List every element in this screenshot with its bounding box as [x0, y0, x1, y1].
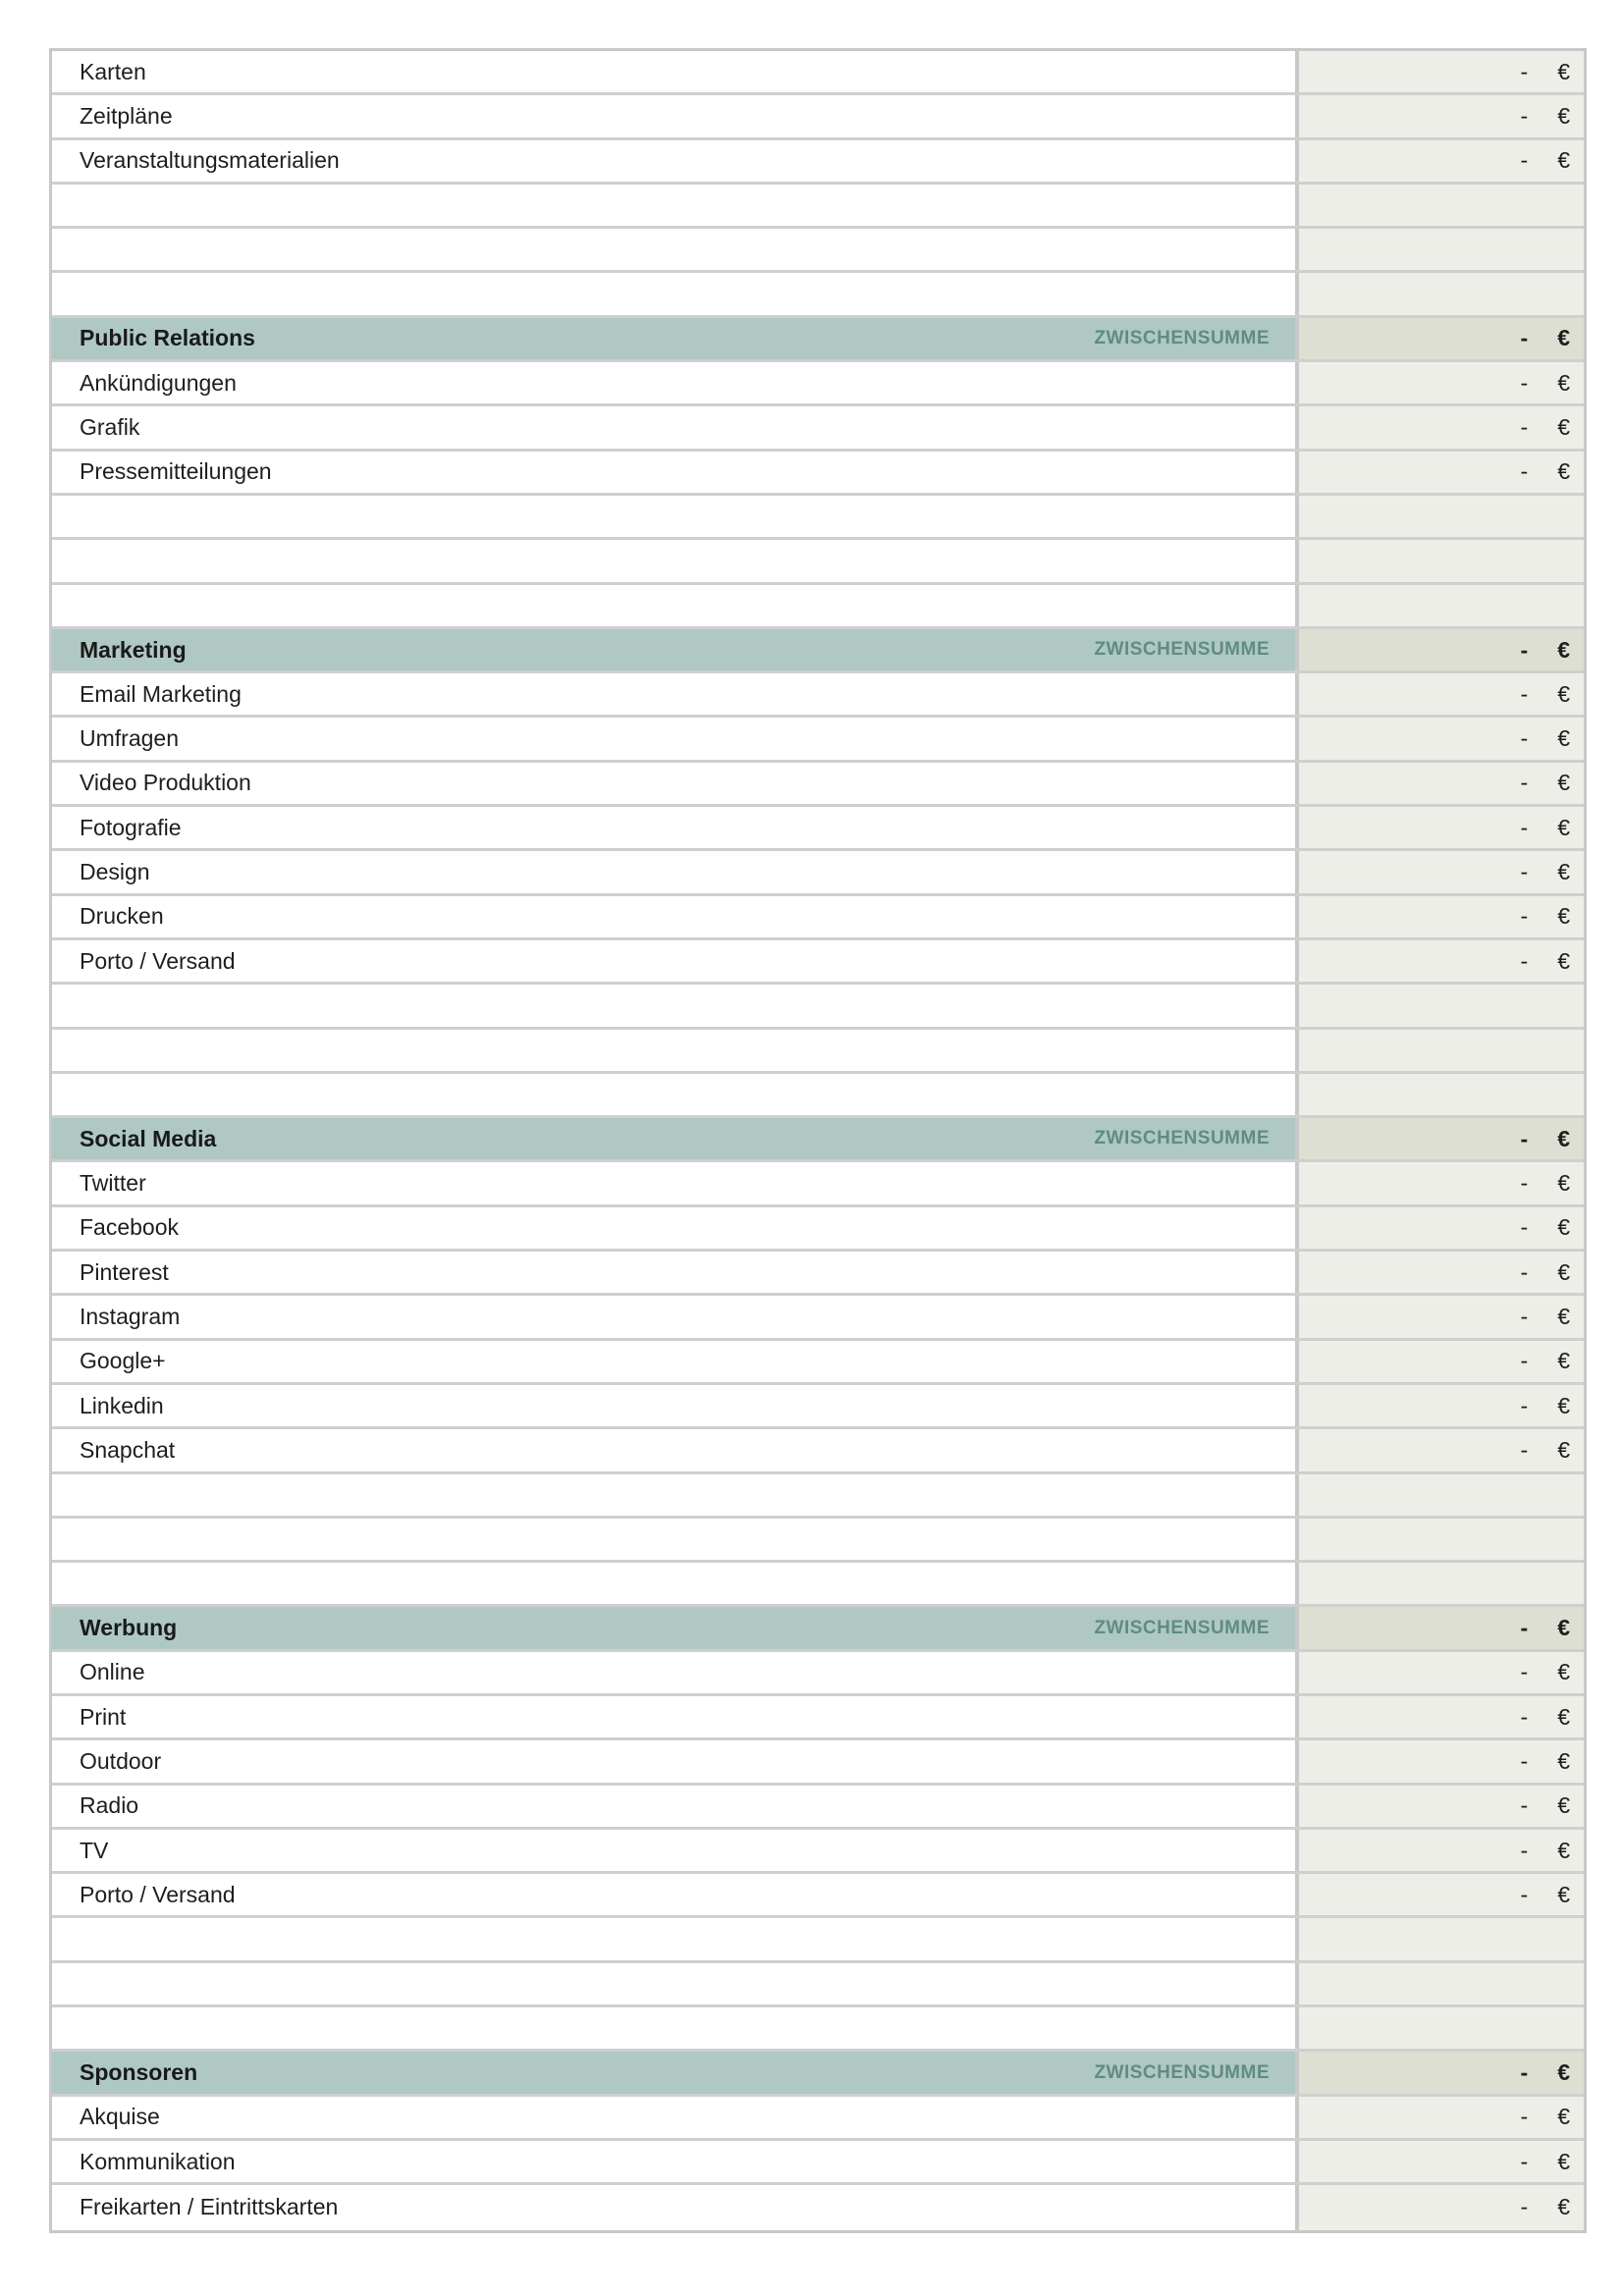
- empty-amount-cell[interactable]: [1299, 496, 1584, 537]
- section-title: Sponsoren: [80, 2059, 198, 2085]
- subtotal-amount-cell: [1299, 1118, 1584, 1159]
- item-label: Porto / Versand: [80, 1881, 236, 1907]
- item-label-cell[interactable]: [52, 1652, 1299, 1693]
- amount-cell[interactable]: [1299, 1207, 1584, 1249]
- empty-row: [52, 1474, 1584, 1519]
- amount-value: -: [1520, 1392, 1529, 1418]
- empty-amount-cell[interactable]: [1299, 585, 1584, 626]
- currency-symbol: €: [1557, 102, 1570, 129]
- currency-symbol: €: [1557, 725, 1570, 752]
- table-row: [52, 1830, 1584, 1874]
- item-label: Akquise: [80, 2104, 160, 2130]
- item-label: Fotografie: [80, 814, 182, 840]
- section-header: [52, 1607, 1584, 1651]
- item-label-cell[interactable]: [52, 406, 1299, 448]
- item-label: Linkedin: [80, 1392, 164, 1418]
- item-label-cell[interactable]: [52, 1786, 1299, 1827]
- item-label: Kommunikation: [80, 2148, 236, 2174]
- item-label-cell[interactable]: [52, 718, 1299, 759]
- budget-table: [49, 48, 1587, 2233]
- amount-cell[interactable]: [1299, 140, 1584, 182]
- table-row: [52, 95, 1584, 139]
- empty-amount-cell[interactable]: [1299, 229, 1584, 270]
- table-row: [52, 1740, 1584, 1785]
- section-header-cell: [52, 629, 1299, 670]
- empty-label-cell[interactable]: [52, 2007, 1299, 2049]
- amount-cell[interactable]: [1299, 763, 1584, 804]
- amount-cell[interactable]: [1299, 896, 1584, 937]
- empty-amount-cell[interactable]: [1299, 1074, 1584, 1115]
- amount-value: -: [1520, 1881, 1529, 1907]
- currency-symbol: €: [1557, 2059, 1570, 2085]
- section-header-cell: [52, 318, 1299, 359]
- currency-symbol: €: [1557, 1170, 1570, 1197]
- table-row: [52, 1652, 1584, 1696]
- currency-symbol: €: [1557, 1837, 1570, 1863]
- amount-value: -: [1520, 903, 1529, 930]
- amount-cell[interactable]: [1299, 851, 1584, 892]
- item-label-cell[interactable]: [52, 851, 1299, 892]
- section-header: [52, 2052, 1584, 2096]
- empty-amount-cell[interactable]: [1299, 1519, 1584, 1560]
- currency-symbol: €: [1557, 947, 1570, 974]
- currency-symbol: €: [1557, 858, 1570, 884]
- amount-cell[interactable]: [1299, 1652, 1584, 1693]
- subtotal-amount-cell: [1299, 629, 1584, 670]
- empty-row: [52, 585, 1584, 629]
- currency-symbol: €: [1557, 1436, 1570, 1463]
- empty-label-cell[interactable]: [52, 229, 1299, 270]
- table-row: [52, 2141, 1584, 2185]
- item-label: Pinterest: [80, 1258, 169, 1285]
- item-label-cell[interactable]: [52, 2141, 1299, 2182]
- subtotal-amount-cell: [1299, 318, 1584, 359]
- currency-symbol: €: [1557, 2104, 1570, 2130]
- empty-label-cell[interactable]: [52, 1918, 1299, 1959]
- item-label: Radio: [80, 1792, 139, 1819]
- currency-symbol: €: [1557, 1125, 1570, 1151]
- item-label-cell[interactable]: [52, 1296, 1299, 1337]
- currency-symbol: €: [1557, 2194, 1570, 2220]
- currency-symbol: €: [1557, 903, 1570, 930]
- currency-symbol: €: [1557, 1392, 1570, 1418]
- amount-value: -: [1520, 369, 1529, 396]
- table-row: [52, 2185, 1584, 2229]
- amount-cell[interactable]: [1299, 1162, 1584, 1203]
- amount-value: -: [1520, 1214, 1529, 1241]
- amount-cell[interactable]: [1299, 807, 1584, 848]
- item-label: Zeitpläne: [80, 102, 173, 129]
- subtotal-label: ZWISCHENSUMME: [1094, 1128, 1270, 1149]
- table-row: [52, 362, 1584, 406]
- currency-symbol: €: [1557, 1258, 1570, 1285]
- table-row: [52, 452, 1584, 496]
- amount-value: -: [1520, 414, 1529, 441]
- table-row: [52, 406, 1584, 451]
- empty-label-cell[interactable]: [52, 1030, 1299, 1071]
- amount-cell[interactable]: [1299, 718, 1584, 759]
- subtotal-value: -: [1520, 1615, 1529, 1641]
- amount-cell[interactable]: [1299, 452, 1584, 493]
- item-label-cell[interactable]: [52, 1429, 1299, 1470]
- currency-symbol: €: [1557, 1747, 1570, 1774]
- amount-cell[interactable]: [1299, 1252, 1584, 1293]
- table-row: [52, 1162, 1584, 1206]
- amount-cell[interactable]: [1299, 362, 1584, 403]
- amount-cell[interactable]: [1299, 406, 1584, 448]
- amount-cell[interactable]: [1299, 1740, 1584, 1782]
- empty-label-cell[interactable]: [52, 540, 1299, 581]
- item-label: Pressemitteilungen: [80, 458, 272, 485]
- item-label: Drucken: [80, 903, 164, 930]
- empty-amount-cell[interactable]: [1299, 1474, 1584, 1516]
- currency-symbol: €: [1557, 1881, 1570, 1907]
- item-label-cell[interactable]: [52, 1874, 1299, 1915]
- item-label-cell[interactable]: [52, 1207, 1299, 1249]
- amount-value: -: [1520, 1659, 1529, 1685]
- empty-amount-cell[interactable]: [1299, 1918, 1584, 1959]
- table-row: [52, 673, 1584, 718]
- currency-symbol: €: [1557, 636, 1570, 663]
- amount-cell[interactable]: [1299, 1786, 1584, 1827]
- empty-label-cell[interactable]: [52, 185, 1299, 226]
- section-title: Public Relations: [80, 325, 255, 351]
- item-label-cell[interactable]: [52, 1830, 1299, 1871]
- item-label-cell[interactable]: [52, 1696, 1299, 1737]
- amount-value: -: [1520, 147, 1529, 174]
- amount-value: -: [1520, 770, 1529, 796]
- amount-value: -: [1520, 1436, 1529, 1463]
- currency-symbol: €: [1557, 1703, 1570, 1730]
- section-header: [52, 629, 1584, 673]
- currency-symbol: €: [1557, 1348, 1570, 1374]
- table-row: [52, 2097, 1584, 2141]
- amount-value: -: [1520, 858, 1529, 884]
- empty-row: [52, 1963, 1584, 2007]
- amount-value: -: [1520, 1258, 1529, 1285]
- amount-cell[interactable]: [1299, 2141, 1584, 2182]
- table-row: [52, 896, 1584, 940]
- table-row: [52, 1296, 1584, 1340]
- amount-cell[interactable]: [1299, 51, 1584, 92]
- item-label: Porto / Versand: [80, 947, 236, 974]
- item-label: Karten: [80, 58, 146, 84]
- empty-label-cell[interactable]: [52, 985, 1299, 1026]
- amount-cell[interactable]: [1299, 2097, 1584, 2138]
- currency-symbol: €: [1557, 680, 1570, 707]
- item-label-cell[interactable]: [52, 1740, 1299, 1782]
- empty-amount-cell[interactable]: [1299, 185, 1584, 226]
- empty-row: [52, 1519, 1584, 1563]
- empty-row: [52, 229, 1584, 273]
- item-label: Freikarten / Eintrittskarten: [80, 2194, 339, 2220]
- item-label: Google+: [80, 1348, 166, 1374]
- amount-value: -: [1520, 1792, 1529, 1819]
- item-label-cell[interactable]: [52, 2097, 1299, 2138]
- empty-label-cell[interactable]: [52, 1074, 1299, 1115]
- section-title: Werbung: [80, 1615, 178, 1641]
- amount-value: -: [1520, 814, 1529, 840]
- section-header-cell: [52, 1607, 1299, 1648]
- amount-value: -: [1520, 2194, 1529, 2220]
- item-label-cell[interactable]: [52, 140, 1299, 182]
- subtotal-label: ZWISCHENSUMME: [1094, 639, 1270, 660]
- currency-symbol: €: [1557, 1303, 1570, 1329]
- amount-cell[interactable]: [1299, 1696, 1584, 1737]
- currency-symbol: €: [1557, 1659, 1570, 1685]
- amount-value: -: [1520, 1348, 1529, 1374]
- item-label-cell[interactable]: [52, 896, 1299, 937]
- item-label: Instagram: [80, 1303, 181, 1329]
- amount-value: -: [1520, 58, 1529, 84]
- subtotal-value: -: [1520, 325, 1529, 351]
- empty-row: [52, 1030, 1584, 1074]
- section-header-cell: [52, 2052, 1299, 2093]
- currency-symbol: €: [1557, 147, 1570, 174]
- currency-symbol: €: [1557, 414, 1570, 441]
- table-row: [52, 1696, 1584, 1740]
- item-label: Ankündigungen: [80, 369, 237, 396]
- empty-label-cell[interactable]: [52, 1963, 1299, 2004]
- amount-cell[interactable]: [1299, 1341, 1584, 1382]
- amount-value: -: [1520, 1170, 1529, 1197]
- item-label-cell[interactable]: [52, 940, 1299, 982]
- table-row: [52, 940, 1584, 985]
- empty-amount-cell[interactable]: [1299, 1963, 1584, 2004]
- empty-label-cell[interactable]: [52, 496, 1299, 537]
- section-header: [52, 1118, 1584, 1162]
- item-label-cell[interactable]: [52, 2185, 1299, 2229]
- item-label-cell[interactable]: [52, 1252, 1299, 1293]
- section-title: Marketing: [80, 636, 187, 663]
- empty-row: [52, 1918, 1584, 1962]
- amount-cell[interactable]: [1299, 1874, 1584, 1915]
- table-row: [52, 1874, 1584, 1918]
- subtotal-label: ZWISCHENSUMME: [1094, 1617, 1270, 1638]
- item-label-cell[interactable]: [52, 807, 1299, 848]
- amount-cell[interactable]: [1299, 940, 1584, 982]
- amount-cell[interactable]: [1299, 95, 1584, 136]
- item-label-cell[interactable]: [52, 51, 1299, 92]
- subtotal-label: ZWISCHENSUMME: [1094, 327, 1270, 348]
- amount-value: -: [1520, 2104, 1529, 2130]
- empty-label-cell[interactable]: [52, 585, 1299, 626]
- table-row: [52, 1385, 1584, 1429]
- table-row: [52, 1429, 1584, 1473]
- section-header: [52, 318, 1584, 362]
- item-label-cell[interactable]: [52, 1385, 1299, 1426]
- currency-symbol: €: [1557, 1792, 1570, 1819]
- currency-symbol: €: [1557, 2148, 1570, 2174]
- amount-value: -: [1520, 102, 1529, 129]
- subtotal-amount-cell: [1299, 1607, 1584, 1648]
- item-label: Print: [80, 1703, 127, 1730]
- table-row: [52, 51, 1584, 95]
- amount-value: -: [1520, 1303, 1529, 1329]
- subtotal-amount-cell: [1299, 2052, 1584, 2093]
- currency-symbol: €: [1557, 325, 1570, 351]
- amount-value: -: [1520, 2148, 1529, 2174]
- table-row: [52, 1786, 1584, 1830]
- empty-row: [52, 496, 1584, 540]
- amount-cell[interactable]: [1299, 2185, 1584, 2229]
- empty-amount-cell[interactable]: [1299, 1030, 1584, 1071]
- empty-row: [52, 2007, 1584, 2052]
- item-label-cell[interactable]: [52, 673, 1299, 715]
- empty-label-cell[interactable]: [52, 1563, 1299, 1604]
- currency-symbol: €: [1557, 58, 1570, 84]
- item-label: Veranstaltungsmaterialien: [80, 147, 340, 174]
- item-label: Online: [80, 1659, 145, 1685]
- empty-amount-cell[interactable]: [1299, 2007, 1584, 2049]
- currency-symbol: €: [1557, 1615, 1570, 1641]
- empty-row: [52, 540, 1584, 584]
- empty-label-cell[interactable]: [52, 1519, 1299, 1560]
- item-label: Umfragen: [80, 725, 179, 752]
- table-row: [52, 1207, 1584, 1252]
- item-label-cell[interactable]: [52, 1341, 1299, 1382]
- currency-symbol: €: [1557, 814, 1570, 840]
- empty-row: [52, 1563, 1584, 1607]
- currency-symbol: €: [1557, 770, 1570, 796]
- item-label: Snapchat: [80, 1436, 176, 1463]
- amount-cell[interactable]: [1299, 1830, 1584, 1871]
- empty-amount-cell[interactable]: [1299, 273, 1584, 314]
- amount-value: -: [1520, 947, 1529, 974]
- table-row: [52, 807, 1584, 851]
- empty-label-cell[interactable]: [52, 1474, 1299, 1516]
- subtotal-value: -: [1520, 636, 1529, 663]
- amount-value: -: [1520, 458, 1529, 485]
- amount-value: -: [1520, 680, 1529, 707]
- item-label: TV: [80, 1837, 109, 1863]
- empty-row: [52, 273, 1584, 317]
- currency-symbol: €: [1557, 458, 1570, 485]
- item-label: Outdoor: [80, 1747, 162, 1774]
- item-label: Email Marketing: [80, 680, 242, 707]
- item-label: Twitter: [80, 1170, 146, 1197]
- amount-value: -: [1520, 725, 1529, 752]
- table-row: [52, 140, 1584, 185]
- item-label: Facebook: [80, 1214, 180, 1241]
- amount-value: -: [1520, 1747, 1529, 1774]
- table-row: [52, 1252, 1584, 1296]
- item-label-cell[interactable]: [52, 452, 1299, 493]
- amount-cell[interactable]: [1299, 1385, 1584, 1426]
- empty-amount-cell[interactable]: [1299, 540, 1584, 581]
- amount-value: -: [1520, 1837, 1529, 1863]
- currency-symbol: €: [1557, 1214, 1570, 1241]
- table-row: [52, 718, 1584, 762]
- table-row: [52, 851, 1584, 895]
- currency-symbol: €: [1557, 369, 1570, 396]
- item-label: Grafik: [80, 414, 140, 441]
- section-title: Social Media: [80, 1125, 217, 1151]
- item-label-cell[interactable]: [52, 1162, 1299, 1203]
- empty-amount-cell[interactable]: [1299, 985, 1584, 1026]
- table-row: [52, 763, 1584, 807]
- section-header-cell: [52, 1118, 1299, 1159]
- amount-cell[interactable]: [1299, 1296, 1584, 1337]
- empty-row: [52, 185, 1584, 229]
- subtotal-value: -: [1520, 1125, 1529, 1151]
- item-label: Video Produktion: [80, 770, 251, 796]
- amount-value: -: [1520, 1703, 1529, 1730]
- table-row: [52, 1341, 1584, 1385]
- item-label-cell[interactable]: [52, 362, 1299, 403]
- empty-label-cell[interactable]: [52, 273, 1299, 314]
- empty-row: [52, 1074, 1584, 1118]
- item-label: Design: [80, 858, 150, 884]
- empty-amount-cell[interactable]: [1299, 1563, 1584, 1604]
- subtotal-label: ZWISCHENSUMME: [1094, 2061, 1270, 2083]
- amount-cell[interactable]: [1299, 1429, 1584, 1470]
- empty-row: [52, 985, 1584, 1029]
- subtotal-value: -: [1520, 2059, 1529, 2085]
- item-label-cell[interactable]: [52, 763, 1299, 804]
- amount-cell[interactable]: [1299, 673, 1584, 715]
- item-label-cell[interactable]: [52, 95, 1299, 136]
